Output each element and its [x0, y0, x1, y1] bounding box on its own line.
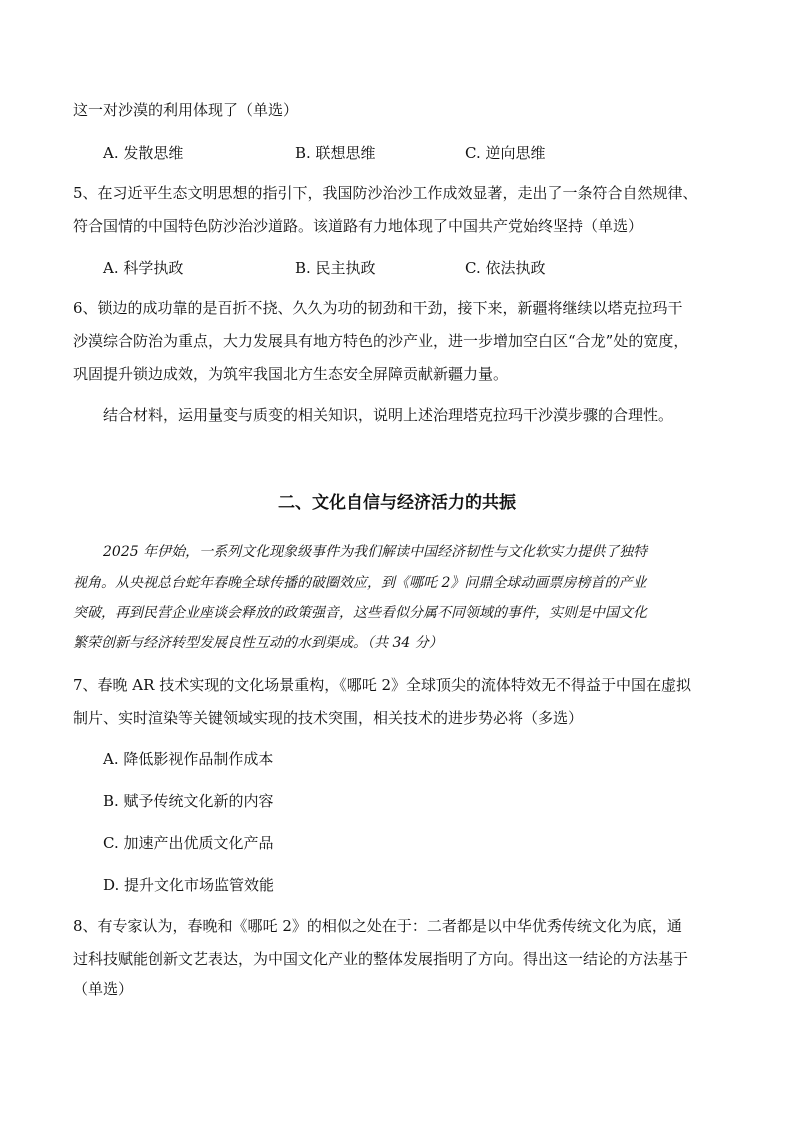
- q6-stem-line-1: 6、锁边的成功靠的是百折不挠、久久为功的韧劲和干劲，接下来，新疆将继续以塔克拉玛干: [73, 299, 683, 317]
- q5-stem-line-1: 5、在习近平生态文明思想的指引下，我国防沙治沙工作成效显著，走出了一条符合自然规律、: [73, 184, 698, 202]
- q4-option-a: A. 发散思维: [103, 144, 184, 162]
- q4-stem-tail: 这一对沙漠的利用体现了（单选）: [73, 101, 299, 119]
- q6-stem-line-3: 巩固提升锁边成效，为筑牢我国北方生态安全屏障贡献新疆力量。: [73, 365, 509, 383]
- intro-line-3: 突破，再到民营企业座谈会释放的政策强音，这些看似分属不同领域的事件，实则是中国文化: [73, 605, 647, 621]
- q4-option-b: B. 联想思维: [295, 144, 376, 162]
- intro-line-2: 视角。从央视总台蛇年春晚全球传播的破圈效应，到《哪吒 2》问鼎全球动画票房榜首的产业: [73, 575, 647, 591]
- q5-option-b: B. 民主执政: [295, 259, 376, 277]
- intro-line-1: 2025 年伊始，一系列文化现象级事件为我们解读中国经济韧性与文化软实力提供了独特: [103, 544, 648, 560]
- q7-option-b: B. 赋予传统文化新的内容: [103, 792, 274, 810]
- q4-option-c: C. 逆向思维: [465, 144, 546, 162]
- q7-option-d: D. 提升文化市场监管效能: [103, 876, 275, 894]
- q7-option-a: A. 降低影视作品制作成本: [103, 750, 274, 768]
- q6-stem-line-2: 沙漠综合防治为重点，大力发展具有地方特色的沙产业，进一步增加空白区“合龙”处的宽度，: [73, 332, 689, 350]
- q5-stem-line-2: 符合国情的中国特色防沙治沙道路。该道路有力地体现了中国共产党始终坚持（单选）: [73, 217, 644, 235]
- q7-option-c: C. 加速产出优质文化产品: [103, 834, 274, 852]
- q6-task: 结合材料，运用量变与质变的相关知识，说明上述治理塔克拉玛干沙漠步骤的合理性。: [103, 406, 674, 424]
- section-heading: 二、文化自信与经济活力的共振: [278, 493, 516, 513]
- q5-option-a: A. 科学执政: [103, 259, 184, 277]
- q7-stem-line-2: 制片、实时渲染等关键领域实现的技术突围，相关技术的进步势必将（多选）: [73, 709, 584, 727]
- q5-option-c: C. 依法执政: [465, 259, 546, 277]
- intro-line-4: 繁荣创新与经济转型发展良性互动的水到渠成。（共 34 分）: [73, 635, 443, 651]
- q8-stem-line-2: 过科技赋能创新文艺表达，为中国文化产业的整体发展指明了方向。得出这一结论的方法基于: [73, 950, 689, 968]
- q7-stem-line-1: 7、春晚 AR 技术实现的文化场景重构，《哪吒 2》全球顶尖的流体特效无不得益于中国在虚拟: [73, 676, 692, 694]
- q8-stem-line-3: （单选）: [73, 980, 134, 998]
- q8-stem-line-1: 8、有专家认为，春晚和《哪吒 2》的相似之处在于：二者都是以中华优秀传统文化为底，通: [73, 917, 682, 935]
